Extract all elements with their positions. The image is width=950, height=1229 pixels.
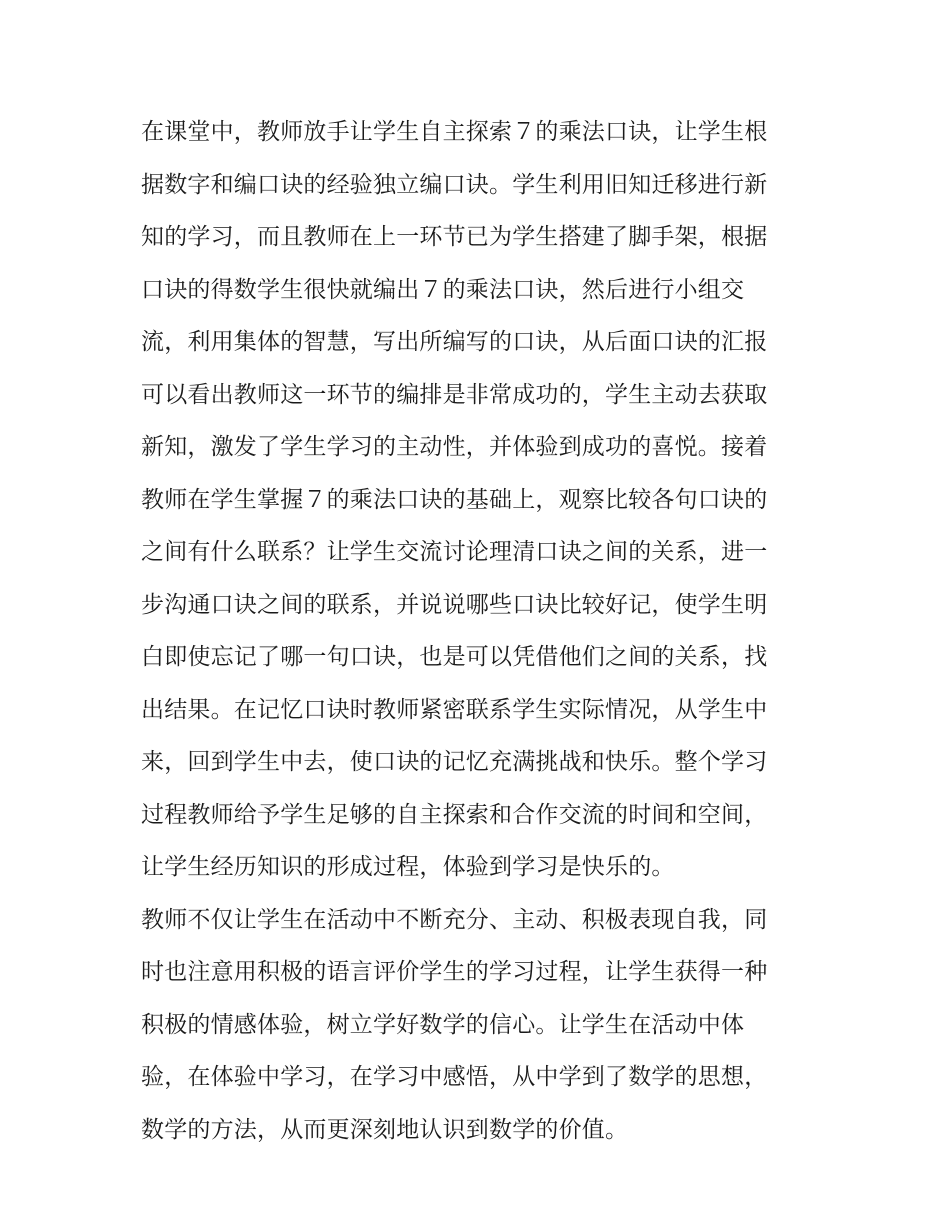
- text-line-6: 可以看出教师这一环节的编排是非常成功的，学生主动去获取: [141, 381, 768, 408]
- text-line-7: 新知，激发了学生学习的主动性，并体验到成功的喜悦。接着: [141, 434, 768, 460]
- text-line-17: 时也注意用积极的语言评价学生的学习过程，让学生获得一种: [141, 959, 768, 985]
- text-line-10: 步沟通口诀之间的联系，并说说哪些口诀比较好记，使学生明: [141, 591, 768, 618]
- text-line-16: 教师不仅让学生在活动中不断充分、主动、积极表现自我，同: [141, 906, 768, 933]
- text-line-13: 来，回到学生中去，使口诀的记忆充满挑战和快乐。整个学习: [141, 749, 768, 775]
- text-line-11: 白即使忘记了哪一句口诀，也是可以凭借他们之间的关系，找: [141, 644, 768, 670]
- text-line-5: 流，利用集体的智慧，写出所编写的口诀，从后面口诀的汇报: [141, 329, 768, 355]
- text-line-14: 过程教师给予学生足够的自主探索和合作交流的时间和空间，: [141, 801, 768, 828]
- text-line-20: 数学的方法，从而更深刻地认识到数学的价值。: [141, 1116, 629, 1143]
- text-line-15: 让学生经历知识的形成过程，体验到学习是快乐的。: [141, 854, 675, 880]
- text-line-4: 口诀的得数学生很快就编出７的乘法口诀，然后进行小组交: [141, 276, 745, 303]
- document-body: [141, 106, 813, 1156]
- text-line-9: 之间有什么联系？让学生交流讨论理清口诀之间的关系，进一: [141, 539, 768, 565]
- text-line-18: 积极的情感体验，树立学好数学的信心。让学生在活动中体: [141, 1011, 745, 1038]
- text-line-19: 验，在体验中学习，在学习中感悟，从中学到了数学的思想，: [141, 1064, 768, 1090]
- text-line-8: 教师在学生掌握７的乘法口诀的基础上，观察比较各句口诀的: [141, 486, 768, 513]
- text-line-12: 出结果。在记忆口诀时教师紧密联系学生实际情况，从学生中: [141, 696, 768, 723]
- text-line-2: 据数字和编口诀的经验独立编口诀。学生利用旧知迁移进行新: [141, 171, 768, 198]
- text-line-3: 知的学习，而且教师在上一环节已为学生搭建了脚手架，根据: [141, 224, 768, 250]
- text-line-1: 在课堂中，教师放手让学生自主探索７的乘法口诀，让学生根: [141, 119, 768, 145]
